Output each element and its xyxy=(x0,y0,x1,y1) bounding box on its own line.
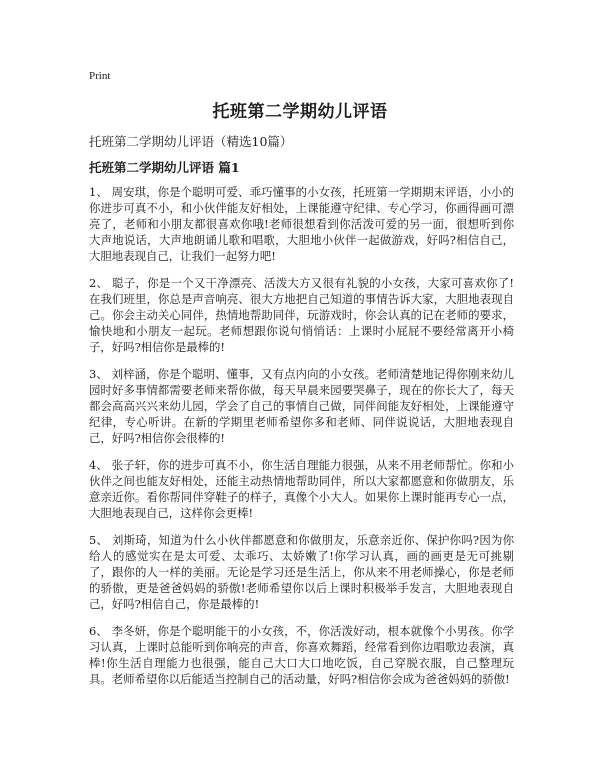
paragraph-4: 4、 张子轩，你的进步可真不小，你生活自理能力很强，从来不用老师帮忙。你和小伙伴之间也能友好相处，还能主动热情地帮助同伴，所以大家都愿意和你做朋友，乐意亲近你。看你帮同伴穿鞋子的样子，真像个小大人。如果你上课时能再专心一点，大胆地表现自己，这样你会更棒! xyxy=(89,458,514,520)
section-heading: 托班第二学期幼儿评语 篇1 xyxy=(89,160,240,175)
paragraph-2: 2、 聪子，你是一个又干净漂亮、活泼大方又很有礼貌的小女孩，大家可喜欢你了!在我们班里，你总是声音响亮、很大方地把自己知道的事情告诉大家，大胆地表现自己。你会主动关心同伴，热情地帮助同伴，玩游戏时，你会认真的记在老师的要求，愉快地和小朋友一起玩。老师想跟你说句悄悄话：上课时小屁屁不要经常离开小椅子，好吗?相信你是最棒的! xyxy=(89,276,514,354)
paragraph-5: 5、 刘斯琦，知道为什么小伙伴都愿意和你做朋友，乐意亲近你、保护你吗?因为你给人的感觉实在是太可爱、太乖巧、太娇嫩了!你学习认真，画的画更是无可挑剔了，跟你的人一样的美丽。无论是学习还是生活上，你从来不用老师操心，你是老师的骄傲，更是爸爸妈妈的骄傲!老师希望你以后上课时积极举手发言，大胆地表现自己，好吗?相信自己，你是最棒的! xyxy=(89,533,514,611)
print-label[interactable]: Print xyxy=(89,70,111,82)
document-subtitle: 托班第二学期幼儿评语（精选10篇） xyxy=(89,134,293,149)
paragraph-3: 3、 刘梓涵，你是个聪明、懂事，又有点内向的小女孩。老师清楚地记得你刚来幼儿园时好多事情都需要老师来帮你做，每天早晨来园要哭鼻子，现在的你长大了，每天都会高高兴兴来幼儿园，学会了自己的事情自己做，同伴间能友好相处，上课能遵守纪律，专心听讲。在新的学期里老师希望你多和老师、同伴说说话，大胆地表现自己，好吗?相信你会很棒的! xyxy=(89,367,514,445)
paragraph-6: 6、 李冬妍，你是个聪明能干的小女孩，不，你活泼好动，根本就像个小男孩。你学习认真，上课时总能听到你响亮的声音，你喜欢舞蹈，经常看到你边唱歌边表演，真棒!你生活自理能力也很强，能自己大口大口地吃饭，自己穿脱衣服，自己整理玩具。老师希望你以后能适当控制自己的活动量，好吗?相信你会成为爸爸妈妈的骄傲! xyxy=(89,624,514,686)
paragraph-1: 1、 周安琪，你是个聪明可爱、乖巧懂事的小女孩，托班第一学期期末评语，小小的你进步可真不小，和小伙伴能友好相处，上课能遵守纪律、专心学习，你画得画可漂亮了，老师和小朋友都很喜欢你哦!老师很想看到你活泼可爱的另一面，很想听到你大声地说话，大声地朗诵儿歌和唱歌，大胆地小伙伴一起做游戏，好吗?相信自己，大胆地表现自己，让我们一起努力吧! xyxy=(89,185,514,263)
document-body xyxy=(89,184,514,698)
page-title: 托班第二学期幼儿评语 xyxy=(212,102,388,122)
